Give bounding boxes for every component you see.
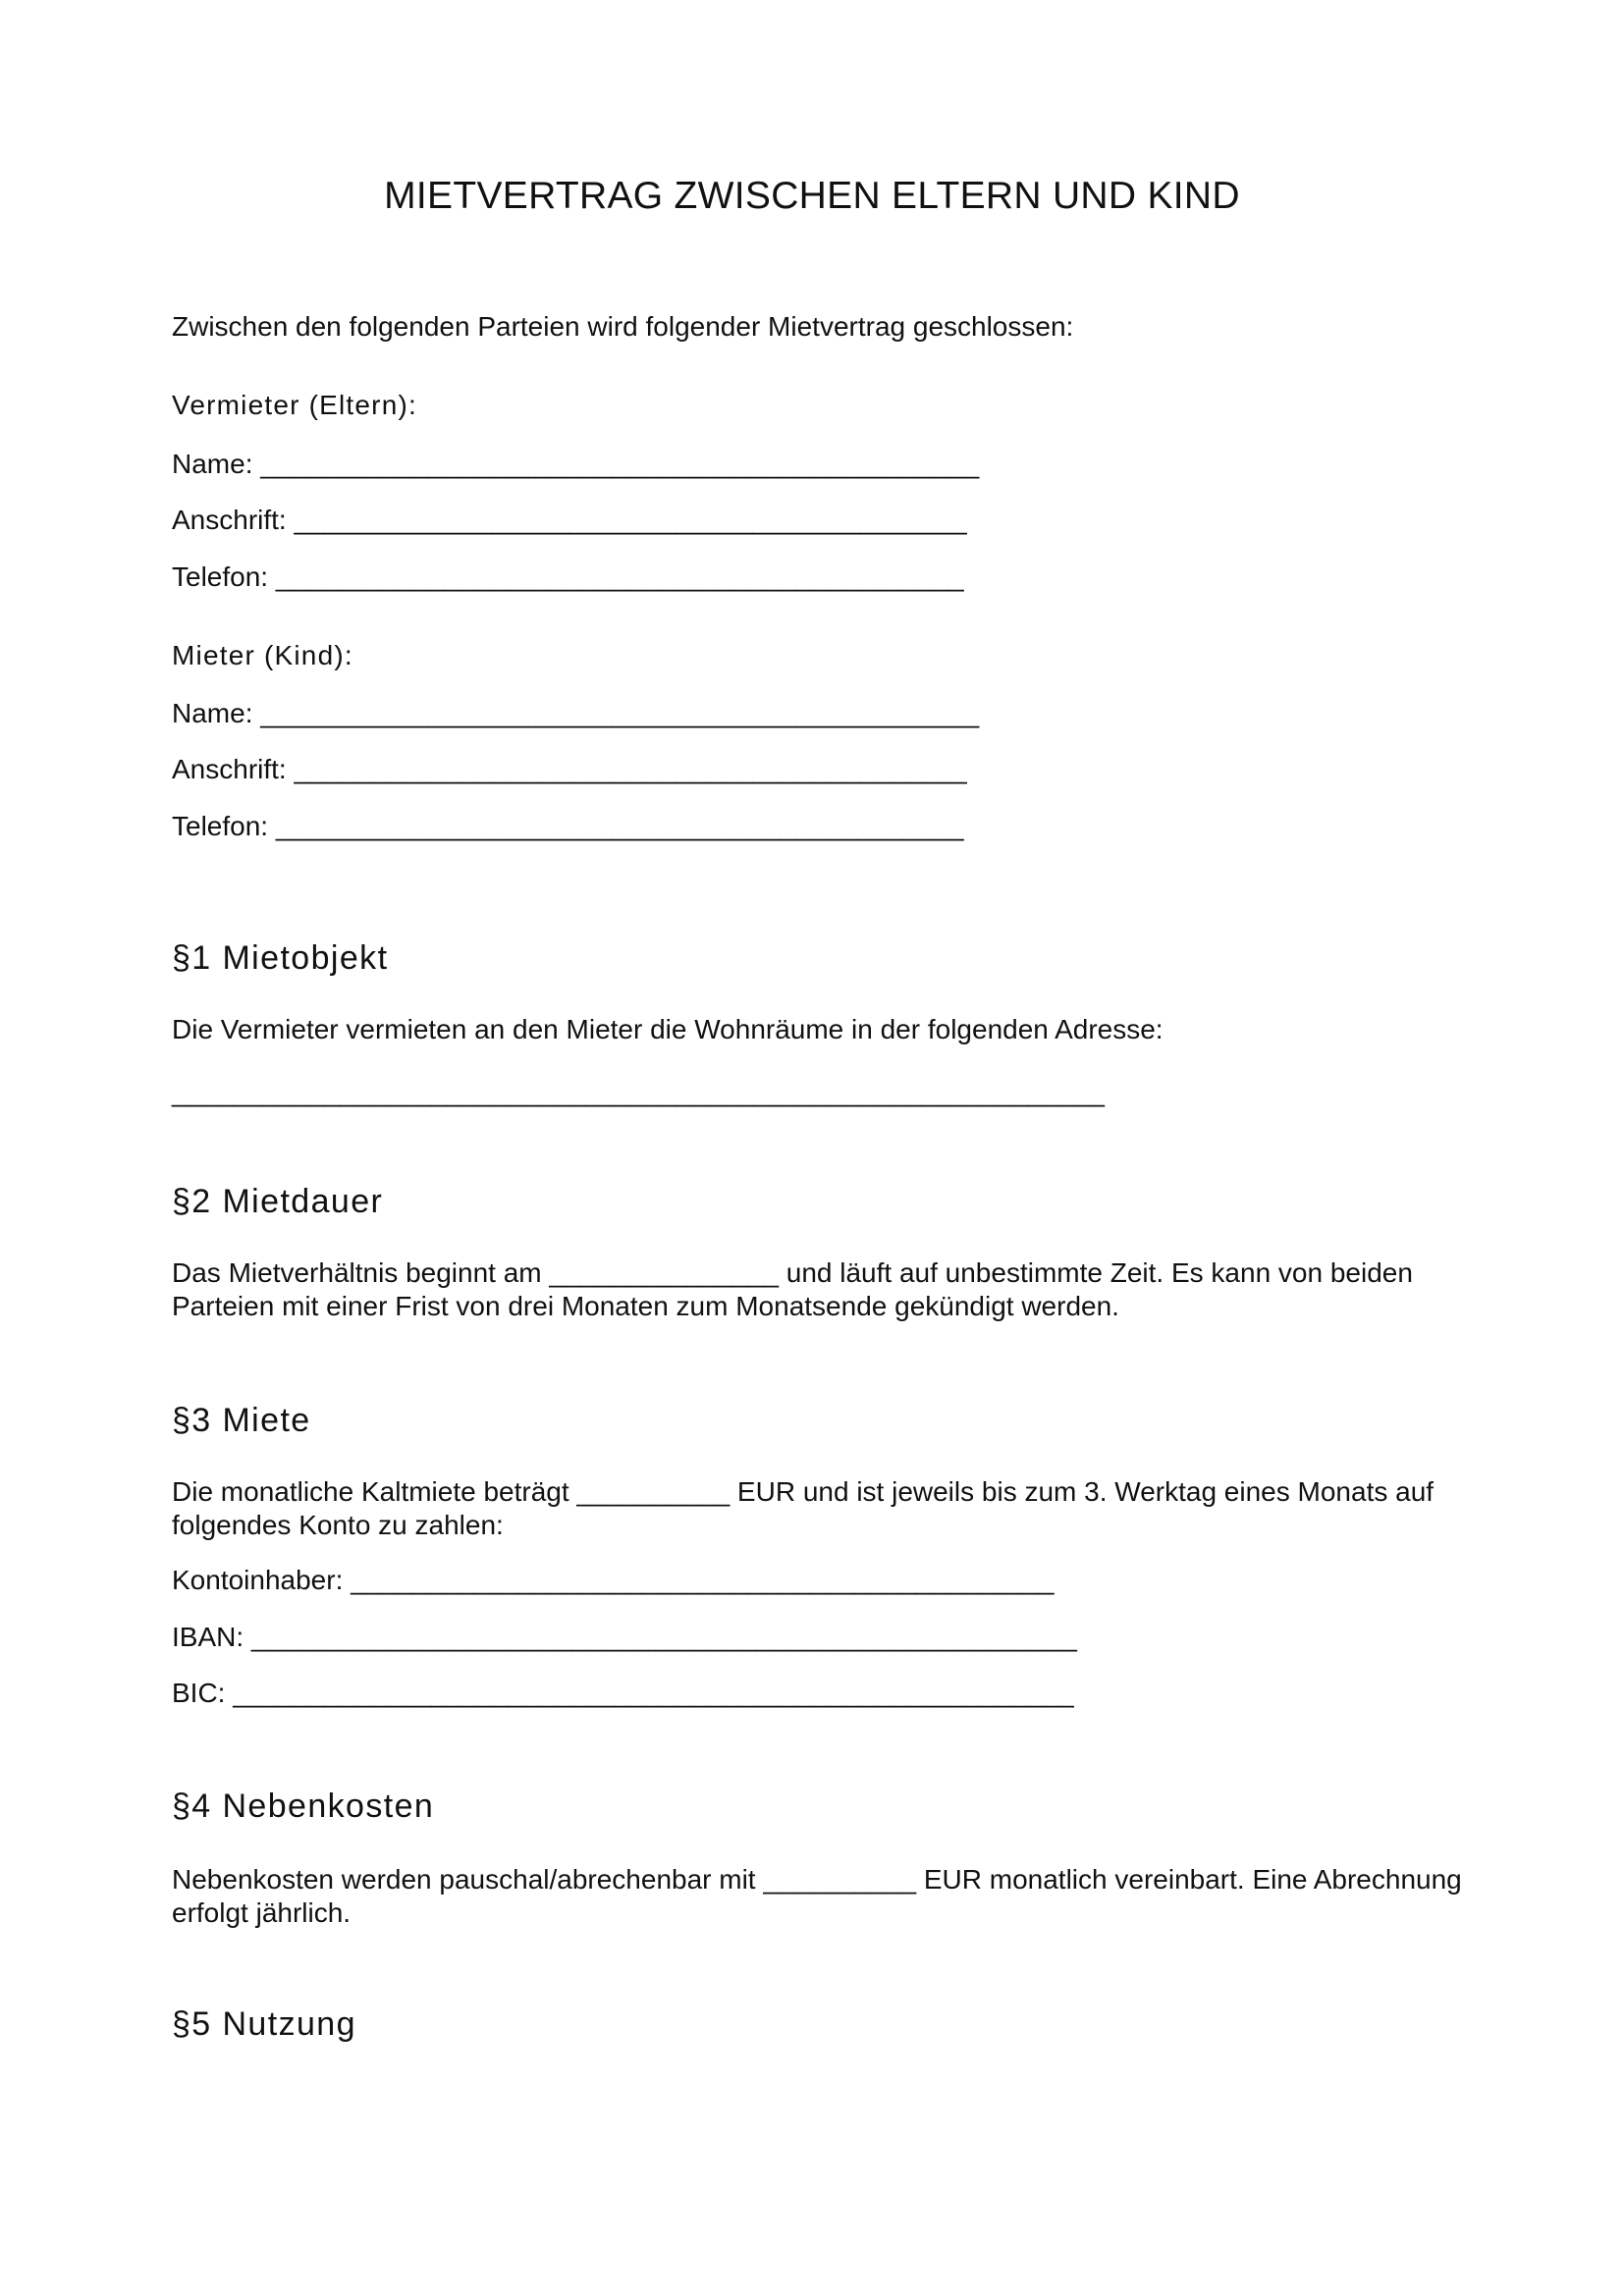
section-3-heading: §3 Miete [172, 1402, 311, 1439]
section-4-heading: §4 Nebenkosten [172, 1788, 435, 1825]
section-1-text: Die Vermieter vermieten an den Mieter die Wohnräume in der folgenden Adresse: [172, 1014, 1164, 1044]
landlord-address-field: Anschrift: ____________________________________________ [172, 505, 967, 535]
tenant-name-field: Name: _______________________________________________ [172, 698, 980, 728]
section-5-heading: §5 Nutzung [172, 2005, 356, 2043]
section-4-text: Nebenkosten werden pauschal/abrechenbar mit __________ EUR monatlich vereinbart. Eine Abrechnung erfolgt jährlich. [172, 1864, 1462, 1928]
landlord-phone-field: Telefon: _____________________________________________ [172, 561, 964, 592]
section-1-heading: §1 Mietobjekt [172, 939, 389, 977]
section-1-address-line: _____________________________________________________________ [172, 1077, 1105, 1107]
section-3-text: Die monatliche Kaltmiete beträgt __________ EUR und ist jeweils bis zum 3. Werktag eines Monats auf folgendes Konto zu zahlen: [172, 1476, 1435, 1540]
tenant-address-field: Anschrift: ____________________________________________ [172, 754, 967, 784]
section-2-text: Das Mietverhältnis beginnt am _______________ und läuft auf unbestimmte Zeit. Es kann von beiden Parteien mit einer Frist von drei Monaten zum Monatsende gekündigt werden. [172, 1257, 1413, 1321]
document-title: MIETVERTRAG ZWISCHEN ELTERN UND KIND [384, 175, 1240, 217]
tenant-phone-field: Telefon: _____________________________________________ [172, 811, 964, 841]
section-2-heading: §2 Mietdauer [172, 1183, 384, 1220]
landlord-label: Vermieter (Eltern): [172, 390, 417, 420]
bic-field: BIC: _______________________________________________________ [172, 1678, 1074, 1708]
account-holder-field: Kontoinhaber: ______________________________________________ [172, 1565, 1055, 1595]
intro-text: Zwischen den folgenden Parteien wird folgender Mietvertrag geschlossen: [172, 311, 1074, 342]
landlord-name-field: Name: _______________________________________________ [172, 449, 980, 479]
tenant-label: Mieter (Kind): [172, 640, 353, 670]
iban-field: IBAN: ______________________________________________________ [172, 1622, 1077, 1652]
